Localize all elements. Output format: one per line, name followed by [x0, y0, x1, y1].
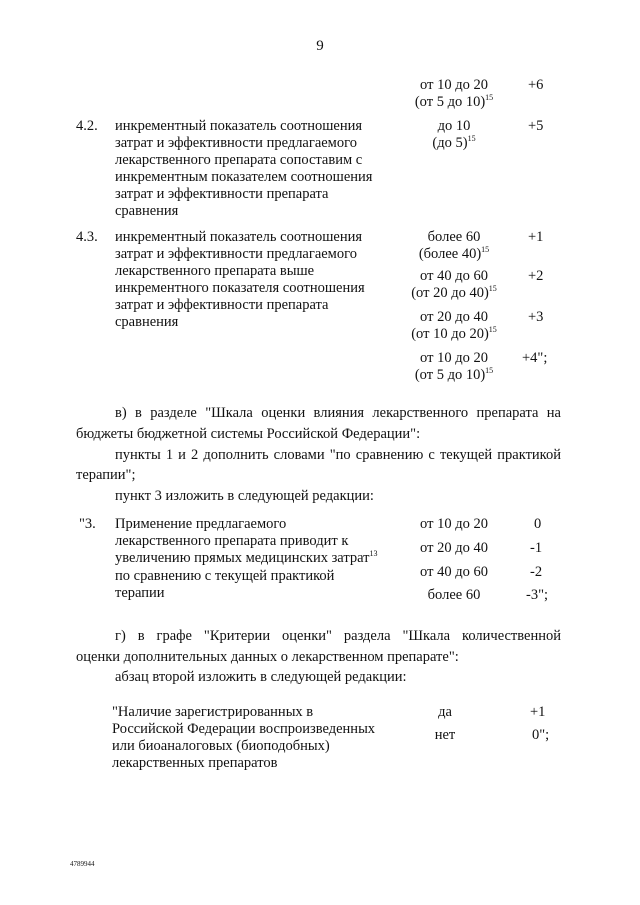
- footnote-ref: 15: [488, 284, 497, 293]
- document-code: 4789944: [70, 860, 95, 868]
- row-4-3-criterion: [115, 229, 380, 331]
- criterion-line: лекарственного препарата сопоставим с: [115, 152, 363, 168]
- item-3-score-2: -1: [530, 540, 543, 556]
- range-line-2: (от 5 до 10)$^{15}$: [414, 93, 494, 110]
- range-line-1: до 10: [437, 118, 471, 134]
- generics-answer-yes: да: [438, 704, 452, 720]
- range-line-2: (от 5 до 10)$^{15}$: [414, 366, 494, 383]
- range-line-2: (от 20 до 40)$^{15}$: [411, 284, 497, 301]
- criterion-line: сравнения: [115, 314, 179, 330]
- range-line-1: от 20 до 40: [420, 309, 488, 325]
- criterion-line: по сравнению с текущей практикой: [115, 568, 335, 584]
- row-4-3-score-3: +3: [528, 309, 544, 325]
- criterion-line: Российской Федерации воспроизведенных: [112, 721, 376, 737]
- criterion-line: инкрементный показатель соотношения: [115, 229, 363, 245]
- range-line-1: более 60: [427, 229, 481, 245]
- item-3-range-2: от 20 до 40: [420, 540, 488, 556]
- row-4-2-number: 4.2.: [76, 118, 98, 134]
- row-4-2-criterion: [115, 118, 380, 220]
- footnote-ref: 15: [485, 366, 494, 375]
- footnote-ref: 15: [481, 245, 490, 254]
- criterion-line: лекарственных препаратов: [112, 755, 278, 771]
- criterion-line: увеличению прямых медицинских затрат$^{13}$: [115, 549, 378, 566]
- range-line-1: от 10 до 20: [420, 77, 488, 93]
- item-3-score-4: -3";: [526, 587, 549, 603]
- criterion-line: сравнения: [115, 203, 179, 219]
- para-g-line-3: абзац второй изложить в следующей редакции:: [115, 669, 407, 685]
- criterion-line: или биоаналоговых (биоподобных): [112, 738, 330, 754]
- range-line-1: от 40 до 60: [420, 268, 488, 284]
- item-3-range-3: от 40 до 60: [420, 564, 488, 580]
- row-4-3-score-4: +4";: [522, 350, 548, 366]
- item-3-score-1: 0: [534, 516, 542, 532]
- item-3-criterion: [115, 516, 395, 602]
- row-4-3-score-1: +1: [528, 229, 544, 245]
- item-3-range-1: от 10 до 20: [420, 516, 488, 532]
- row-4-3-range-1: [392, 229, 516, 264]
- para-v-line-3: пункты 1 и 2 дополнить словами "по сравнению с текущей практикой: [115, 447, 561, 463]
- criterion-line: затрат и эффективности препарата: [115, 186, 329, 202]
- para-v-line-4: терапии";: [76, 467, 136, 483]
- criterion-line: лекарственного препарата выше: [115, 263, 315, 279]
- footnote-ref: 15: [467, 134, 476, 143]
- footnote-ref: 15: [485, 93, 494, 102]
- row-4-3-range-3: [392, 309, 516, 344]
- range-line-2: (от 10 до 20)$^{15}$: [411, 325, 497, 342]
- item-3-number: "3.: [79, 516, 96, 532]
- criterion-line: затрат и эффективности препарата: [115, 297, 329, 313]
- item-3-range-4: более 60: [427, 587, 481, 603]
- criterion-line: инкрементного показателя соотношения: [115, 280, 365, 296]
- range-line-2: (до 5)$^{15}$: [432, 134, 476, 151]
- generics-score-no: 0";: [532, 727, 550, 743]
- item-3-score-3: -2: [530, 564, 543, 580]
- row-4-3-score-2: +2: [528, 268, 544, 284]
- criterion-line: инкрементный показатель соотношения: [115, 118, 363, 134]
- para-v-line-1: в) в разделе "Шкала оценки влияния лекарственного препарата на: [115, 405, 561, 421]
- page-number: 9: [316, 38, 324, 54]
- row-4-1-range: [392, 77, 516, 112]
- footnote-ref: 15: [488, 325, 497, 334]
- generics-criterion: [112, 704, 402, 772]
- generics-answer-no: нет: [434, 727, 456, 743]
- criterion-line: "Наличие зарегистрированных в: [112, 704, 314, 720]
- criterion-line: Применение предлагаемого: [115, 516, 287, 532]
- footnote-ref: 13: [369, 549, 378, 558]
- range-line-2: (более 40)$^{15}$: [418, 245, 490, 262]
- row-4-1-score: +6: [528, 77, 544, 93]
- para-v-line-5: пункт 3 изложить в следующей редакции:: [115, 488, 374, 504]
- criterion-line: терапии: [115, 585, 165, 601]
- para-g-line-2: оценки дополнительных данных о лекарственном препарате":: [76, 649, 459, 665]
- criterion-line: лекарственного препарата приводит к: [115, 533, 349, 549]
- generics-score-yes: +1: [530, 704, 546, 720]
- row-4-3-range-2: [392, 268, 516, 303]
- para-g-line-1: г) в графе "Критерии оценки" раздела "Шкала количественной: [115, 628, 561, 644]
- row-4-2-score: +5: [528, 118, 544, 134]
- row-4-3-number: 4.3.: [76, 229, 98, 245]
- para-v-line-2: бюджеты бюджетной системы Российской Федерации":: [76, 426, 421, 442]
- row-4-3-range-4: [392, 350, 516, 385]
- criterion-line: инкрементным показателем соотношения: [115, 169, 373, 185]
- criterion-line: затрат и эффективности предлагаемого: [115, 246, 357, 262]
- row-4-2-range: [392, 118, 516, 153]
- criterion-line: затрат и эффективности предлагаемого: [115, 135, 357, 151]
- range-line-1: от 10 до 20: [420, 350, 488, 366]
